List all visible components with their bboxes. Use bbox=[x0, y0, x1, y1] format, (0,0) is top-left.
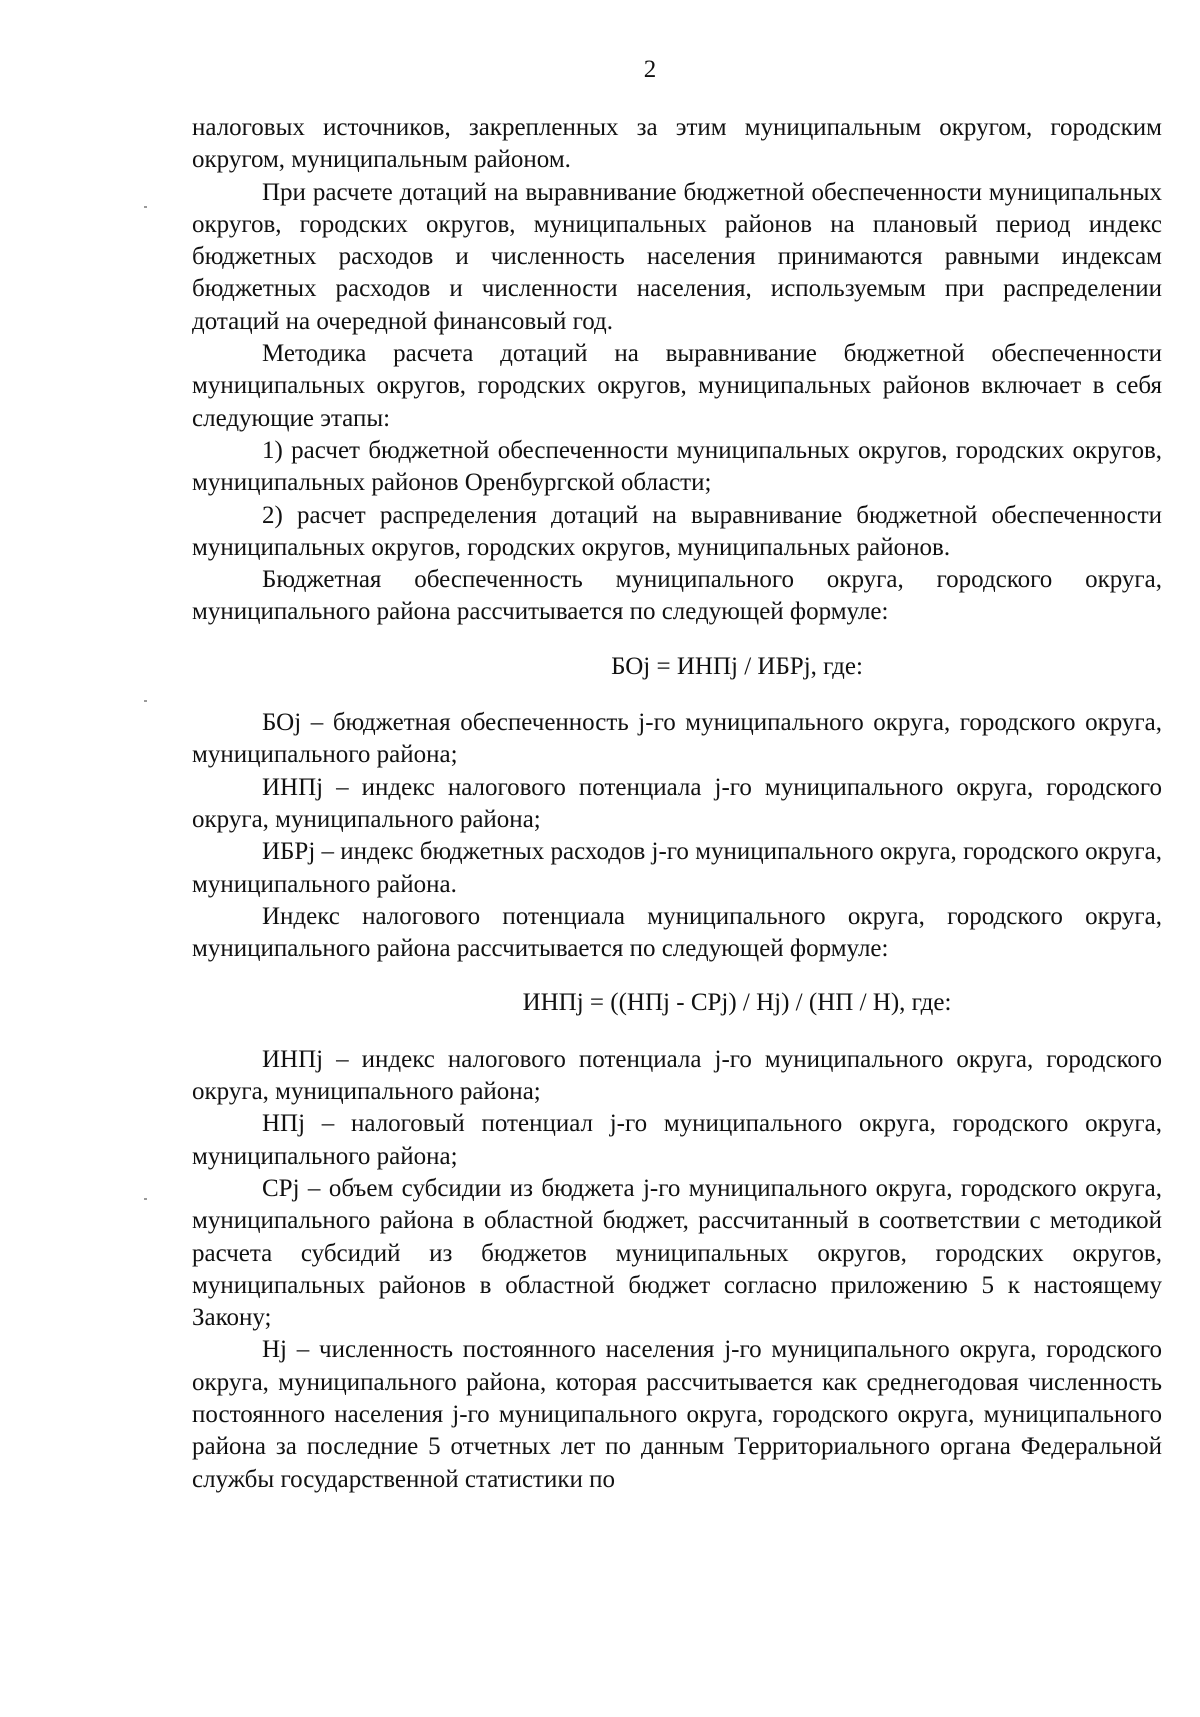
page-number: 2 bbox=[643, 56, 657, 83]
document-body bbox=[192, 112, 1162, 1496]
formula-inp: ИНПj = ((НПj - СРj) / Нj) / (НП / Н), где: bbox=[522, 989, 952, 1017]
definition-npj: НПj – налоговый потенциал j-го муниципального округа, городского округа, муниципального района; bbox=[192, 1110, 1162, 1170]
definition-boj: БОj – бюджетная обеспеченность j-го муниципального округа, городского округа, муниципального района; bbox=[192, 709, 1162, 769]
list-item-stage-2: 2) расчет распределения дотаций на выравнивание бюджетной обеспеченности муниципальных округов, городских округов, муниципальных районов. bbox=[192, 501, 1162, 561]
margin-dot bbox=[144, 1198, 147, 1200]
definition-nj: Нj – численность постоянного населения j-го муниципального округа, городского округа, муниципального района, которая рассчитывается как среднегодовая численность постоянного населения j-го муниципального округа, городского округа, муниципального района за последние 5 отчетных лет по данным Территориального органа Федеральной службы государственной статистики по bbox=[192, 1336, 1162, 1493]
definition-srj: СРj – объем субсидии из бюджета j-го муниципального округа, городского округа, муниципального района в областной бюджет, рассчитанный в соответствии с методикой расчета субсидий из бюджетов муниципальных округов, городских округов, муниципальных районов в областной бюджет согласно приложению 5 к настоящему Закону; bbox=[192, 1174, 1162, 1332]
margin-dot bbox=[144, 700, 147, 702]
definition-ibrj: ИБРj – индекс бюджетных расходов j-го муниципального округа, городского округа, муниципального района. bbox=[192, 838, 1162, 898]
formula-bo: БОj = ИНПj / ИБРj, где: bbox=[611, 652, 863, 680]
paragraph-tax-potential-index: Индекс налогового потенциала муниципального округа, городского округа, муниципального района рассчитывается по следующей формуле: bbox=[192, 902, 1162, 963]
definition-inpj-2: ИНПj – индекс налогового потенциала j-го муниципального округа, городского округа, муниципального района; bbox=[192, 1045, 1162, 1106]
paragraph-methodology: Методика расчета дотаций на выравнивание бюджетной обеспеченности муниципальных округов, городских округов, муниципальных районов включает в себя следующие этапы: bbox=[192, 340, 1162, 432]
margin-dot bbox=[144, 206, 147, 208]
definition-inpj: ИНПj – индекс налогового потенциала j-го муниципального округа, городского округа, муниципального района; bbox=[192, 773, 1162, 833]
paragraph-budget-sufficiency: Бюджетная обеспеченность муниципального округа, городского округа, муниципального района рассчитывается по следующей формуле: bbox=[192, 566, 1162, 626]
paragraph-continuation: налоговых источников, закрепленных за этим муниципальным округом, городским округом, муниципальным районом. bbox=[192, 114, 1162, 174]
list-item-stage-1: 1) расчет бюджетной обеспеченности муниципальных округов, городских округов, муниципальных районов Оренбургской области; bbox=[192, 436, 1162, 497]
paragraph-planned-period: При расчете дотаций на выравнивание бюджетной обеспеченности муниципальных округов, городских округов, муниципальных районов на плановый период индекс бюджетных расходов и численность населения принимаются равными индексам бюджетных расходов и численности населения, используемым при распределении дотаций на очередной финансовый год. bbox=[192, 178, 1162, 335]
